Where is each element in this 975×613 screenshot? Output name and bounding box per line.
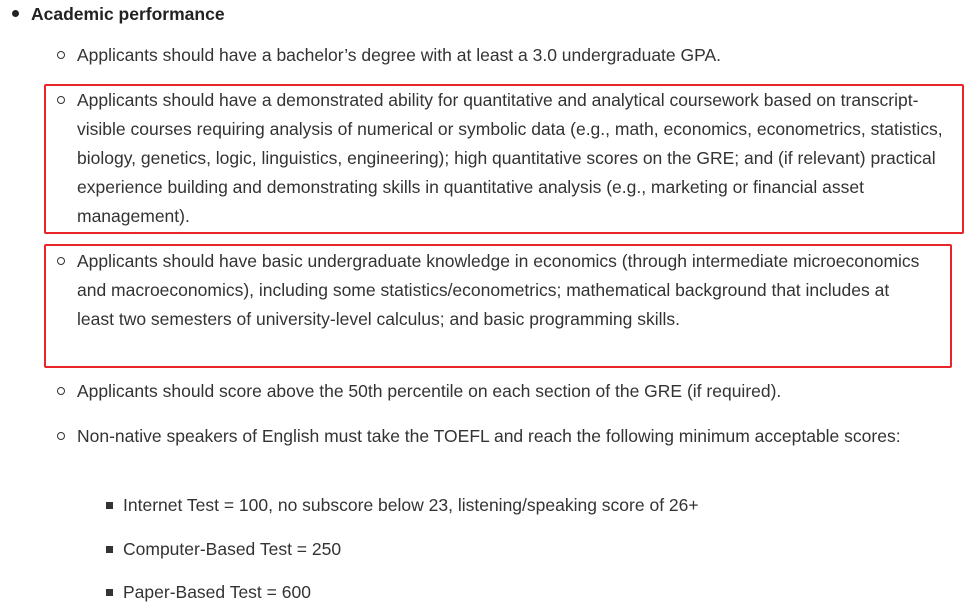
toefl-paper: Paper-Based Test = 600	[106, 578, 966, 607]
circle-bullet-icon	[57, 257, 65, 265]
heading-text: Academic performance	[31, 4, 225, 24]
list-item-gre: Applicants should score above the 50th percentile on each section of the GRE (if required).	[57, 377, 957, 406]
list-item-gpa: Applicants should have a bachelor’s degree with at least a 3.0 undergraduate GPA.	[57, 41, 957, 70]
circle-bullet-icon	[57, 432, 65, 440]
list-item-toefl: Non-native speakers of English must take the TOEFL and reach the following minimum acceptable scores:	[57, 422, 927, 451]
list-item-economics: Applicants should have basic undergraduate knowledge in economics (through intermediate microeconomics and macroeconomics), including some statistics/econometrics; mathematical background that includes at least two semesters of university-level calculus; and basic programming skills.	[57, 247, 927, 334]
bullet-dot-icon	[12, 10, 19, 17]
toefl-computer: Computer-Based Test = 250	[106, 535, 966, 564]
square-bullet-icon	[106, 502, 113, 509]
circle-bullet-icon	[57, 387, 65, 395]
circle-bullet-icon	[57, 51, 65, 59]
circle-bullet-icon	[57, 96, 65, 104]
square-bullet-icon	[106, 546, 113, 553]
section-heading	[12, 0, 225, 29]
square-bullet-icon	[106, 589, 113, 596]
toefl-internet: Internet Test = 100, no subscore below 23, listening/speaking score of 26+	[106, 491, 966, 520]
list-item-quantitative: Applicants should have a demonstrated ability for quantitative and analytical coursework based on transcript-visible courses requiring analysis of numerical or symbolic data (e.g., math, economics, econometrics, statistics, biology, genetics, logic, linguistics, engineering); high quantitative scores on the GRE; and (if relevant) practical experience building and demonstrating skills in quantitative analysis (e.g., marketing or financial asset management).	[57, 86, 947, 231]
